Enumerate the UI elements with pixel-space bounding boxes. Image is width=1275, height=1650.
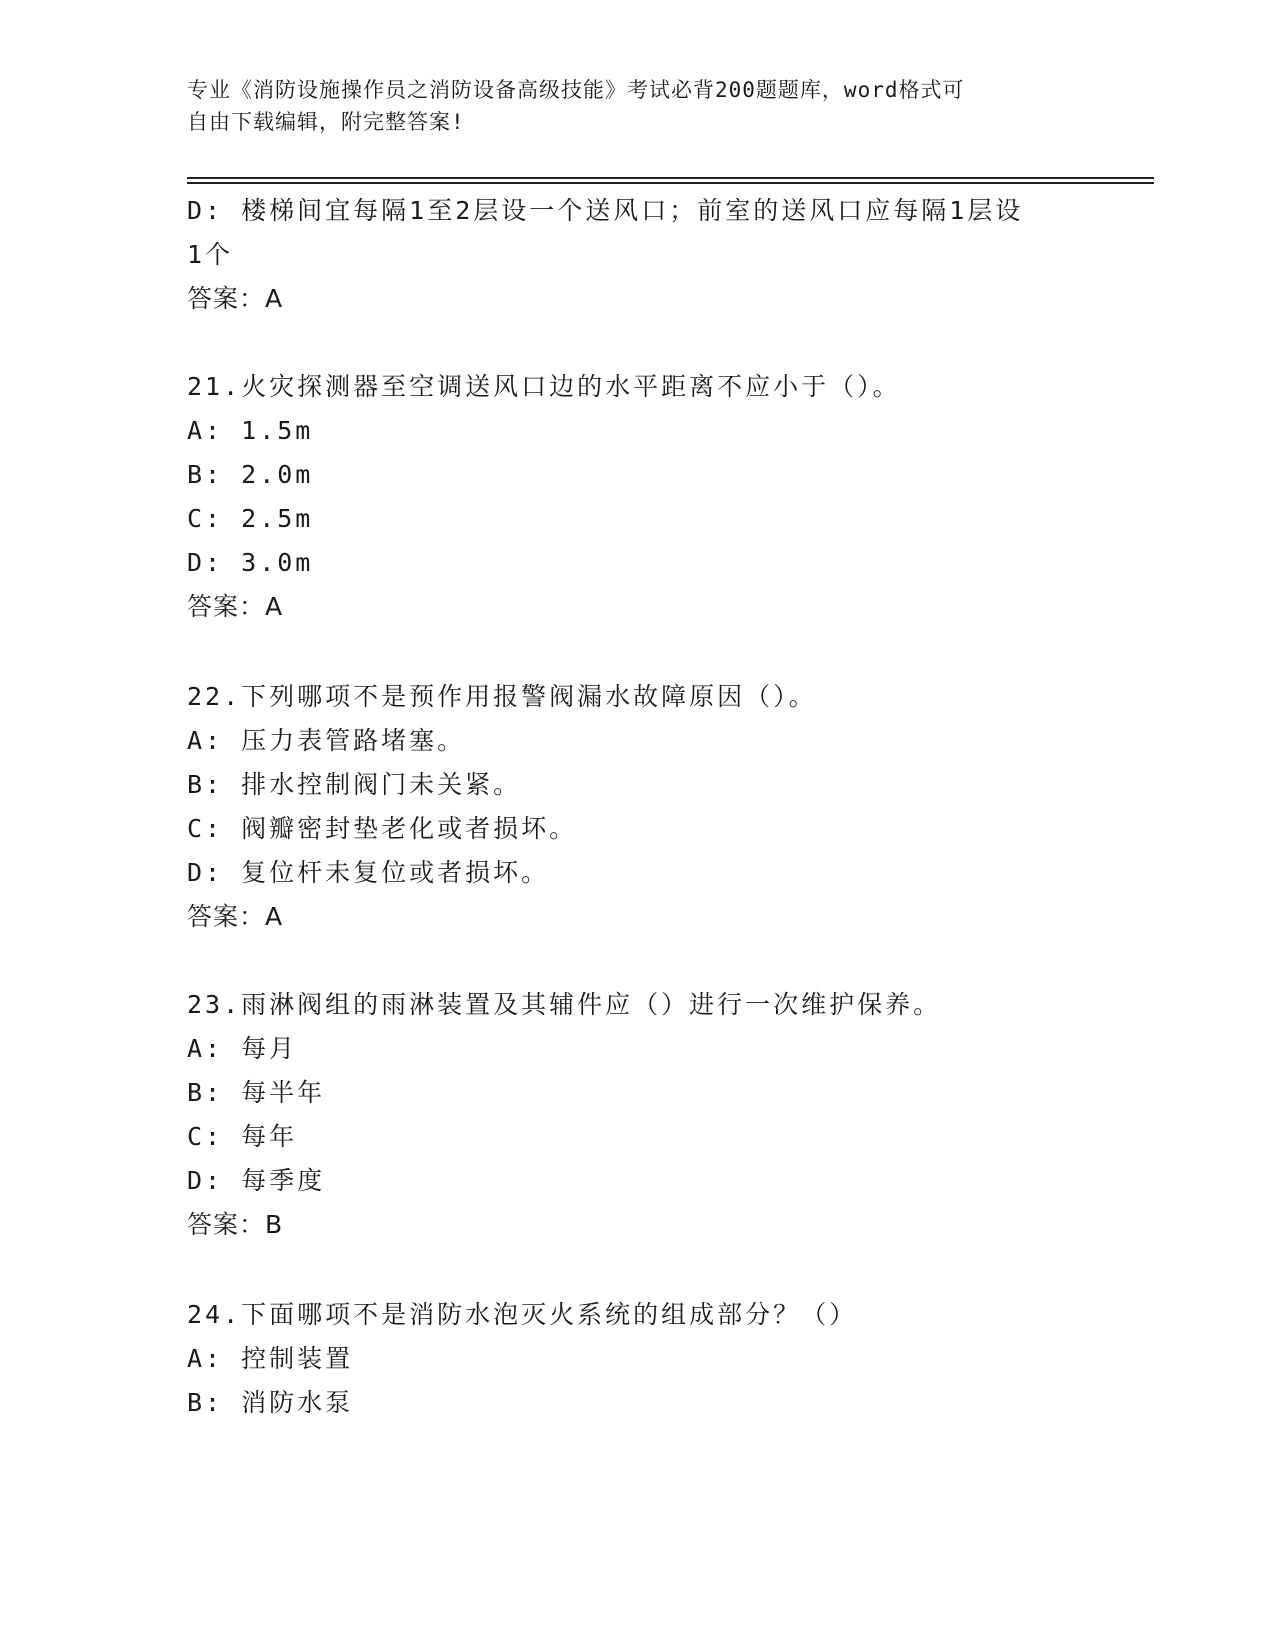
question-23-stem: 23.雨淋阀组的雨淋装置及其辅件应（）进行一次维护保养。: [187, 990, 942, 1019]
header-title-line-2: 自由下载编辑，附完整答案!: [187, 110, 465, 134]
question-23-option-d: D: 每季度: [187, 1166, 326, 1195]
question-24-option-a: A: 控制装置: [187, 1344, 354, 1373]
question-21-stem: 21.火灾探测器至空调送风口边的水平距离不应小于（）。: [187, 372, 901, 401]
question-24-option-b: B: 消防水泵: [187, 1388, 354, 1417]
question-21-option-d: D: 3.0m: [187, 548, 314, 577]
question-24-stem: 24.下面哪项不是消防水泡灭火系统的组成部分？（）: [187, 1300, 858, 1329]
question-23-answer: 答案：B: [187, 1210, 284, 1239]
question-22-option-b: B: 排水控制阀门未关紧。: [187, 770, 522, 799]
header-title-line-1: 专业《消防设施操作员之消防设备高级技能》考试必背200题题库，word格式可: [187, 78, 965, 102]
header-rule-top: [187, 177, 1154, 179]
question-23-option-a: A: 每月: [187, 1034, 298, 1063]
question-21-answer: 答案：A: [187, 592, 284, 621]
question-22-option-a: A: 压力表管路堵塞。: [187, 726, 466, 755]
question-21-option-a: A: 1.5m: [187, 416, 314, 445]
prev-option-d-line-2: 1个: [187, 240, 234, 269]
question-22-option-d: D: 复位杆未复位或者损坏。: [187, 858, 550, 887]
question-23-option-c: C: 每年: [187, 1122, 298, 1151]
question-22-option-c: C: 阀瓣密封垫老化或者损坏。: [187, 814, 578, 843]
question-22-stem: 22.下列哪项不是预作用报警阀漏水故障原因（）。: [187, 682, 817, 711]
prev-answer: 答案：A: [187, 284, 284, 313]
question-21-option-c: C: 2.5m: [187, 504, 314, 533]
prev-option-d-line-1: D: 楼梯间宜每隔1至2层设一个送风口；前室的送风口应每隔1层设: [187, 196, 1024, 225]
header-rule-bottom: [187, 182, 1154, 184]
question-22-answer: 答案：A: [187, 902, 284, 931]
question-23-option-b: B: 每半年: [187, 1078, 326, 1107]
document-header: [187, 74, 1067, 138]
question-21-option-b: B: 2.0m: [187, 460, 314, 489]
